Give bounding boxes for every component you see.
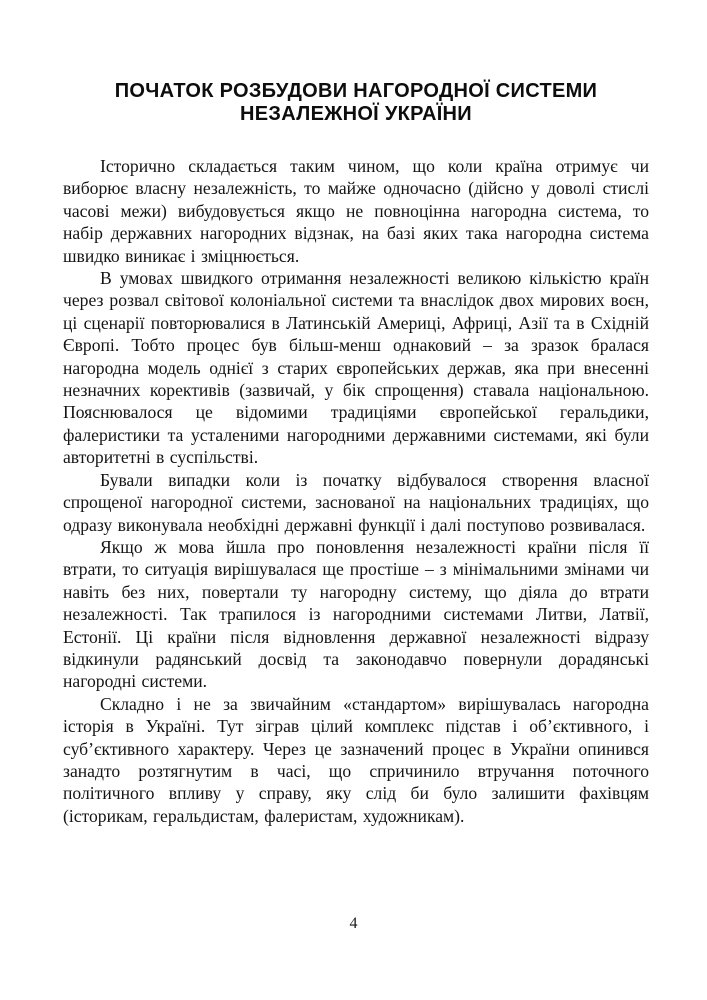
text-column: [63, 80, 649, 827]
page-title-line-1: ПОЧАТОК РОЗБУДОВИ НАГОРОДНОЇ СИСТЕМИ: [114, 80, 598, 102]
page-number: 4: [349, 915, 358, 932]
page-title-line-2: НЕЗАЛЕЖНОЇ УКРАЇНИ: [240, 103, 472, 125]
paragraph-4: Якщо ж мова йшла про поновлення незалежності країни після її втрати, то ситуація вирішувалася ще простіше – з мінімальними змінами чи навіть без них, повертали ту нагородну систему, що діяла до втрати незалежності. Так трапилося із нагородними системами Литви, Латвії, Естонії. Ці країни після відновлення державної незалежності відразу відкинули радянський досвід та законодавчо повернули дорадянські нагородні системи.: [63, 536, 649, 692]
paragraph-1: Історично складається таким чином, що коли країна отримує чи виборює власну незалежність, то майже одночасно (дійсно у доволі стислі часові межи) вибудовується якщо не повноцінна нагородна система, то набір державних нагородних відзнак, на базі яких така нагородна система швидко виникає і зміцнюється.: [63, 156, 649, 266]
paragraph-3: Бували випадки коли із початку відбувалося створення власної спрощеної нагородної системи, заснованої на національних традиціях, що одразу виконувала необхідні державні функції і далі поступово розвивалася.: [63, 469, 649, 535]
paragraph-5: Складно і не за звичайним «стандартом» вирішувалась нагородна історія в Україні. Тут зіграв цілий комплекс підстав і об’єктивного, і суб’єктивного характеру. Через це зазначений процес в України опинився занадто розтягнутим в часі, що спричинило втручання поточного політичного впливу у справу, яку слід би було залишити фахівцям (історикам, геральдистам, фалеристам, художникам).: [63, 693, 649, 826]
paragraph-2: В умовах швидкого отримання незалежності великою кількістю країн через розвал світової колоніальної системи та внаслідок двох мирових воєн, ці сценарії повторювалися в Латинській Америці, Африці, Азії та в Східній Європі. Тобто процес був більш-менш однаковий – за зразок бралася нагородна модель однієї з старих європейських держав, яка при внесенні незначних корективів (зазвичай, у бік спрощення) ставала національною. Пояснювалося це відомими традиціями європейської геральдики, фалеристики та усталеними нагородними державними системами, які були авторитетні в суспільстві.: [63, 268, 649, 468]
page-title: [63, 80, 649, 126]
body-text: [63, 155, 649, 827]
